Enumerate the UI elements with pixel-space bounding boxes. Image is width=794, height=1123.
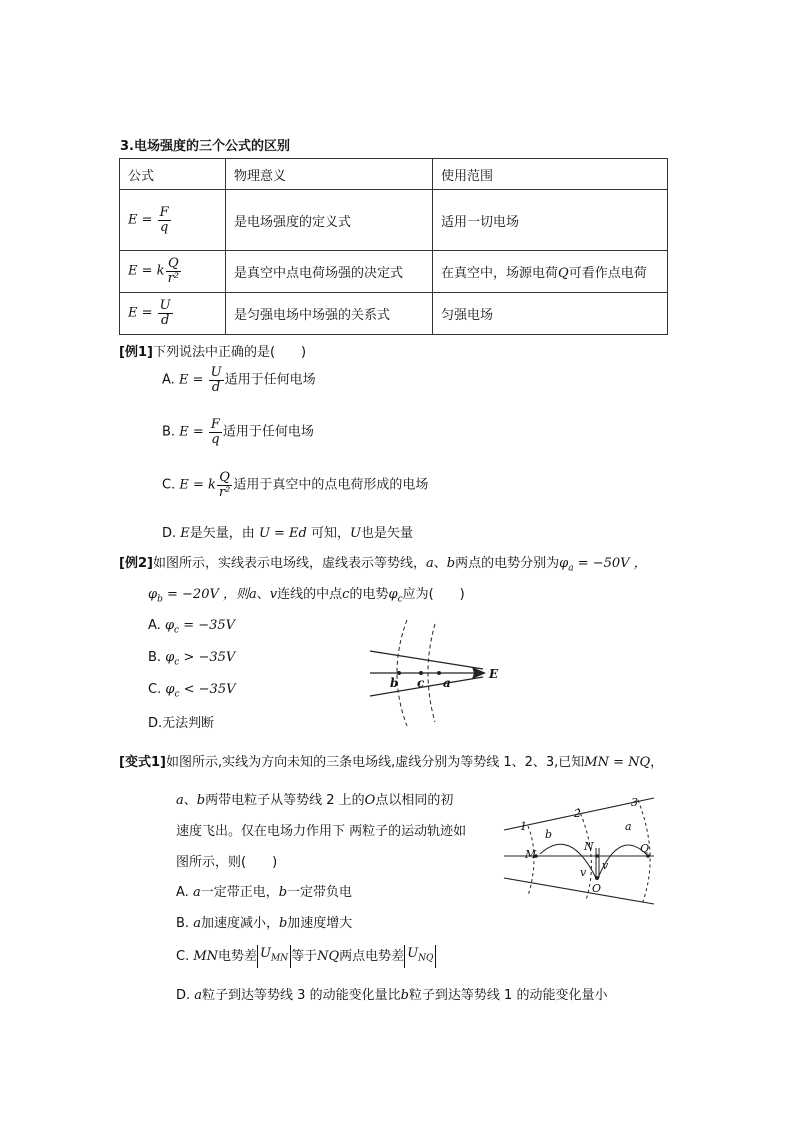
scope-cell: 适用一切电场 (433, 190, 668, 251)
var1-option-c: C. MN电势差 $U_{MN}$ 等于NQ两点电势差 $U_{NQ}$ (176, 945, 436, 968)
label-a: a (625, 820, 632, 833)
ex2-stem-line2: $\varphi_b = -20V$ ，则a、v连线的中点c的电势$\varphi_c$应为( ) (148, 587, 465, 605)
point-a (437, 671, 441, 675)
var1-option-a: A. a一定带正电，b一定带负电 (176, 885, 353, 900)
point-c (419, 671, 423, 675)
table-header-row (120, 159, 668, 190)
label-v1: v (580, 866, 587, 879)
label-1: 1 (520, 820, 527, 833)
scope-cell: 在真空中，场源电荷Q可看作点电荷 (433, 251, 668, 293)
field-lines-figure (365, 618, 510, 730)
var1-stem-line3: 速度飞出。仅在电场力作用下 两粒子的运动轨迹如 (176, 824, 467, 839)
formula-cell: E = $\frac{U}{d}$ (120, 293, 226, 335)
ex2-option-d: D.无法判断 (148, 716, 215, 731)
formula-cell: E = k $\frac{Q}{\text{r²}}$ (120, 251, 226, 293)
scope-cell: 匀强电场 (433, 293, 668, 335)
meaning-cell: 是真空中点电荷场强的决定式 (226, 251, 433, 293)
label-O: O (592, 882, 602, 895)
label-c: c (417, 676, 425, 690)
label-v2: v (602, 859, 609, 872)
label-3: 3 (631, 796, 638, 809)
var1-stem-line4: 图所示，则( ) (176, 855, 278, 870)
label-2: 2 (574, 807, 581, 820)
label-a: a (443, 676, 451, 690)
field-line (370, 651, 483, 669)
label-b: b (545, 828, 553, 841)
label-M: M (525, 848, 537, 861)
ex1-stem: [例1]下列说法中正确的是( ) (119, 345, 307, 360)
point-O (595, 876, 599, 880)
ex1-option-a: A. E = $\frac{U}{d}$ 适用于任何电场 (162, 365, 316, 395)
ex2-option-a: A. $\varphi_c = -35V$ (148, 618, 236, 636)
ex1-option-d: D. E是矢量，由 U = Ed 可知，U也是矢量 (162, 526, 414, 541)
ex1-option-b: B. E = $\frac{F}{q}$ 适用于任何电场 (162, 417, 314, 447)
ex2-option-b: B. $\varphi_c > -35V$ (148, 650, 236, 668)
point-N (595, 854, 599, 858)
header-meaning: 物理意义 (226, 159, 433, 190)
var1-option-b: B. a加速度减小，b加速度增大 (176, 916, 353, 931)
point-b (397, 671, 401, 675)
table-row (120, 293, 668, 335)
header-scope: 使用范围 (433, 159, 668, 190)
label-E: E (489, 667, 499, 681)
ex2-stem-line1: [例2]如图所示，实线表示电场线，虚线表示等势线，a、b两点的电势分别为$\varphi_a = -50V$ ， (119, 556, 647, 574)
formula-table (119, 158, 668, 335)
label-b: b (390, 676, 399, 690)
field-line (370, 677, 483, 696)
header-formula: 公式 (120, 159, 226, 190)
table-row (120, 190, 668, 251)
meaning-cell: 是电场强度的定义式 (226, 190, 433, 251)
table-row (120, 251, 668, 293)
label-N: N (584, 840, 594, 853)
var1-stem-line2: a、b两带电粒子从等势线 2 上的O点以相同的初 (176, 793, 454, 808)
meaning-cell: 是匀强电场中场强的关系式 (226, 293, 433, 335)
label-Q: Q (640, 842, 650, 855)
formula-cell: E = $\frac{F}{q}$ (120, 190, 226, 251)
equipotential-line-1 (528, 826, 534, 896)
ex2-option-c: C. $\varphi_c < -35V$ (148, 682, 236, 700)
ex1-option-c: C. E = k $\frac{Q}{\text{r²}}$ 适用于真空中的点电荷形成的电场 (162, 470, 429, 500)
var1-option-d: D. a粒子到达等势线 3 的动能变化量比b粒子到达等势线 1 的动能变化量小 (176, 988, 608, 1003)
var1-stem-line1: [变式1]如图所示,实线为方向未知的三条电场线,虚线分别为等势线 1、2、3,已知MN = NQ， (119, 755, 664, 770)
section-title: 3.电场强度的三个公式的区别 (120, 139, 290, 154)
equipotential-figure (500, 786, 660, 908)
field-line (504, 878, 654, 904)
